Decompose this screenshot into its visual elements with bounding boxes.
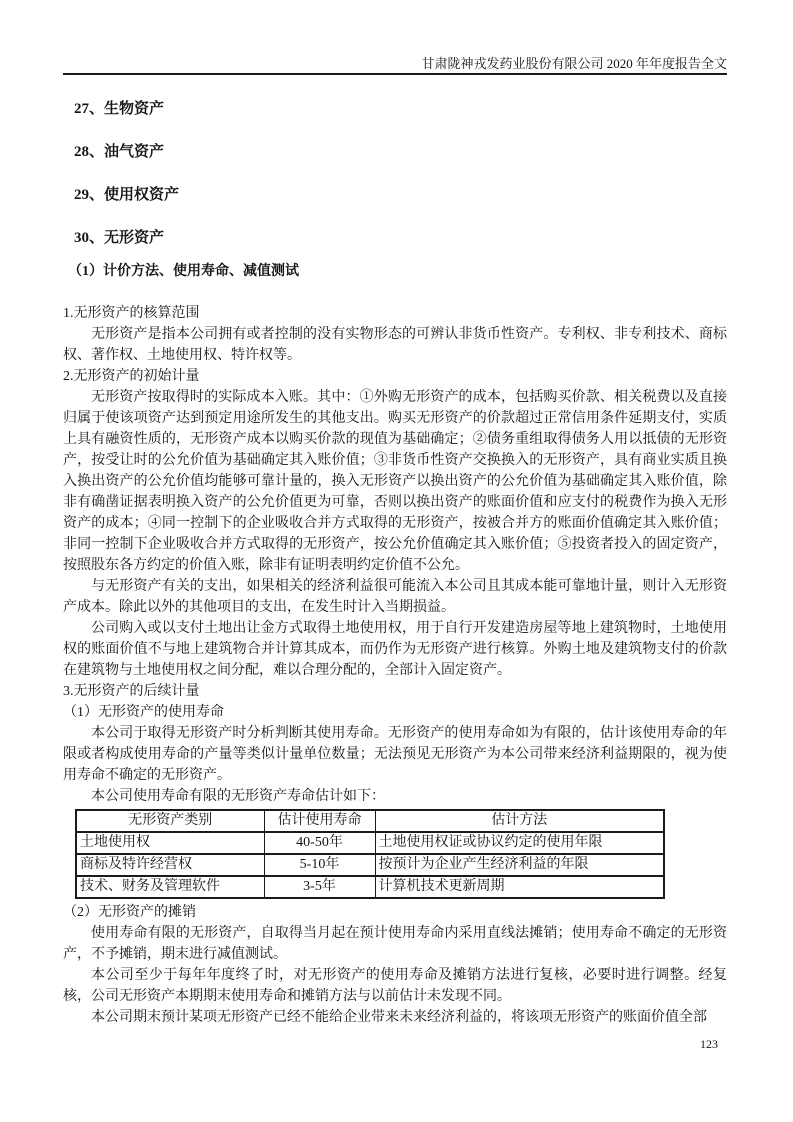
section-heading-27: 27、生物资产 <box>74 101 165 117</box>
paragraph-subsequent-measure-heading: 3.无形资产的后续计量 <box>63 684 200 699</box>
section-heading-29: 29、使用权资产 <box>74 187 180 203</box>
body-text-block-2 <box>63 902 727 1028</box>
table-row <box>76 832 664 854</box>
table-cell: 3-5年 <box>264 876 375 898</box>
table-header-useful-life: 估计使用寿命 <box>264 810 375 832</box>
table-header-category: 无形资产类别 <box>76 810 264 832</box>
paragraph: 本公司于取得无形资产时分析判断其使用寿命。无形资产的使用寿命如为有限的，估计该使用寿命的年限或者构成使用寿命的产量等类似计量单位数量；无法预见无形资产为本公司带来经济利益期限的，视为使用寿命不确定的无形资产。 <box>63 726 727 783</box>
paragraph: 本公司使用寿命有限的无形资产寿命估计如下： <box>91 789 385 804</box>
table-cell: 40-50年 <box>264 832 375 854</box>
table-row <box>76 854 664 876</box>
paragraph-useful-life-heading: （1）无形资产的使用寿命 <box>63 705 224 720</box>
report-header-title: 甘肃陇神戎发药业股份有限公司 2020 年年度报告全文 <box>421 56 727 71</box>
section-heading-28: 28、油气资产 <box>74 144 165 160</box>
paragraph: 使用寿命有限的无形资产，自取得当月起在预计使用寿命内采用直线法摊销；使用寿命不确定的无形资产，不予摊销，期末进行减值测试。 <box>63 926 727 962</box>
paragraph-amortization-heading: （2）无形资产的摊销 <box>63 905 196 920</box>
table-header-row <box>76 810 664 832</box>
table-header-method: 估计方法 <box>375 810 664 832</box>
paragraph: 与无形资产有关的支出，如果相关的经济利益很可能流入本公司且其成本能可靠地计量，则计入无形资产成本。除此以外的其他项目的支出，在发生时计入当期损益。 <box>63 579 727 615</box>
subsection-heading-valuation: （1）计价方法、使用寿命、减值测试 <box>68 264 299 279</box>
paragraph: 无形资产是指本公司拥有或者控制的没有实物形态的可辨认非货币性资产。专利权、非专利技术、商标权、著作权、土地使用权、特许权等。 <box>63 327 727 363</box>
table-cell: 土地使用权证或协议约定的使用年限 <box>375 832 664 854</box>
table-cell: 计算机技术更新周期 <box>375 876 664 898</box>
paragraph-scope-heading: 1.无形资产的核算范围 <box>63 306 200 321</box>
paragraph-initial-measure-heading: 2.无形资产的初始计量 <box>63 369 200 384</box>
table-cell: 按预计为企业产生经济利益的年限 <box>375 854 664 876</box>
paragraph: 公司购入或以支付土地出让金方式取得土地使用权，用于自行开发建造房屋等地上建筑物时，土地使用权的账面价值不与地上建筑物合并计算其成本，而仍作为无形资产进行核算。外购土地及建筑物支付的价款在建筑物与土地使用权之间分配，难以合理分配的，全部计入固定资产。 <box>63 621 727 678</box>
table-cell: 技术、财务及管理软件 <box>76 876 264 898</box>
table-cell: 5-10年 <box>264 854 375 876</box>
useful-life-table <box>75 809 665 899</box>
paragraph: 本公司至少于每年年度终了时，对无形资产的使用寿命及摊销方法进行复核，必要时进行调整。经复核，公司无形资产本期期末使用寿命和摊销方法与以前估计未发现不同。 <box>63 968 727 1004</box>
table-cell: 土地使用权 <box>76 832 264 854</box>
table-row <box>76 876 664 898</box>
paragraph: 无形资产按取得时的实际成本入账。其中：①外购无形资产的成本，包括购买价款、相关税费以及直接归属于使该项资产达到预定用途所发生的其他支出。购买无形资产的价款超过正常信用条件延期支付，实质上具有融资性质的，无形资产成本以购买价款的现值为基础确定；②债务重组取得债务人用以抵债的无形资产，按受让时的公允价值为基础确定其入账价值；③非货币性资产交换换入的无形资产，具有商业实质且换入换出资产的公允价值均能够可靠计量的，换入无形资产以换出资产的公允价值为基础确定其入账价值，除非有确凿证据表明换入资产的公允价值更为可靠，否则以换出资产的账面价值和应支付的税费作为换入无形资产的成本；④同一控制下的企业吸收合并方式取得的无形资产，按被合并方的账面价值确定其入账价值；非同一控制下企业吸收合并方式取得的无形资产，按公允价值确定其入账价值；⑤投资者投入的固定资产，按照股东各方约定的价值入账，除非有证明表明约定价值不公允。 <box>63 390 727 573</box>
table-cell: 商标及特许经营权 <box>76 854 264 876</box>
body-text-block-1 <box>63 303 727 807</box>
section-heading-30: 30、无形资产 <box>74 230 165 246</box>
page-number: 123 <box>700 1037 718 1051</box>
paragraph: 本公司期末预计某项无形资产已经不能给企业带来未来经济利益的，将该项无形资产的账面价值全部 <box>91 1010 707 1025</box>
running-header <box>63 0 727 75</box>
